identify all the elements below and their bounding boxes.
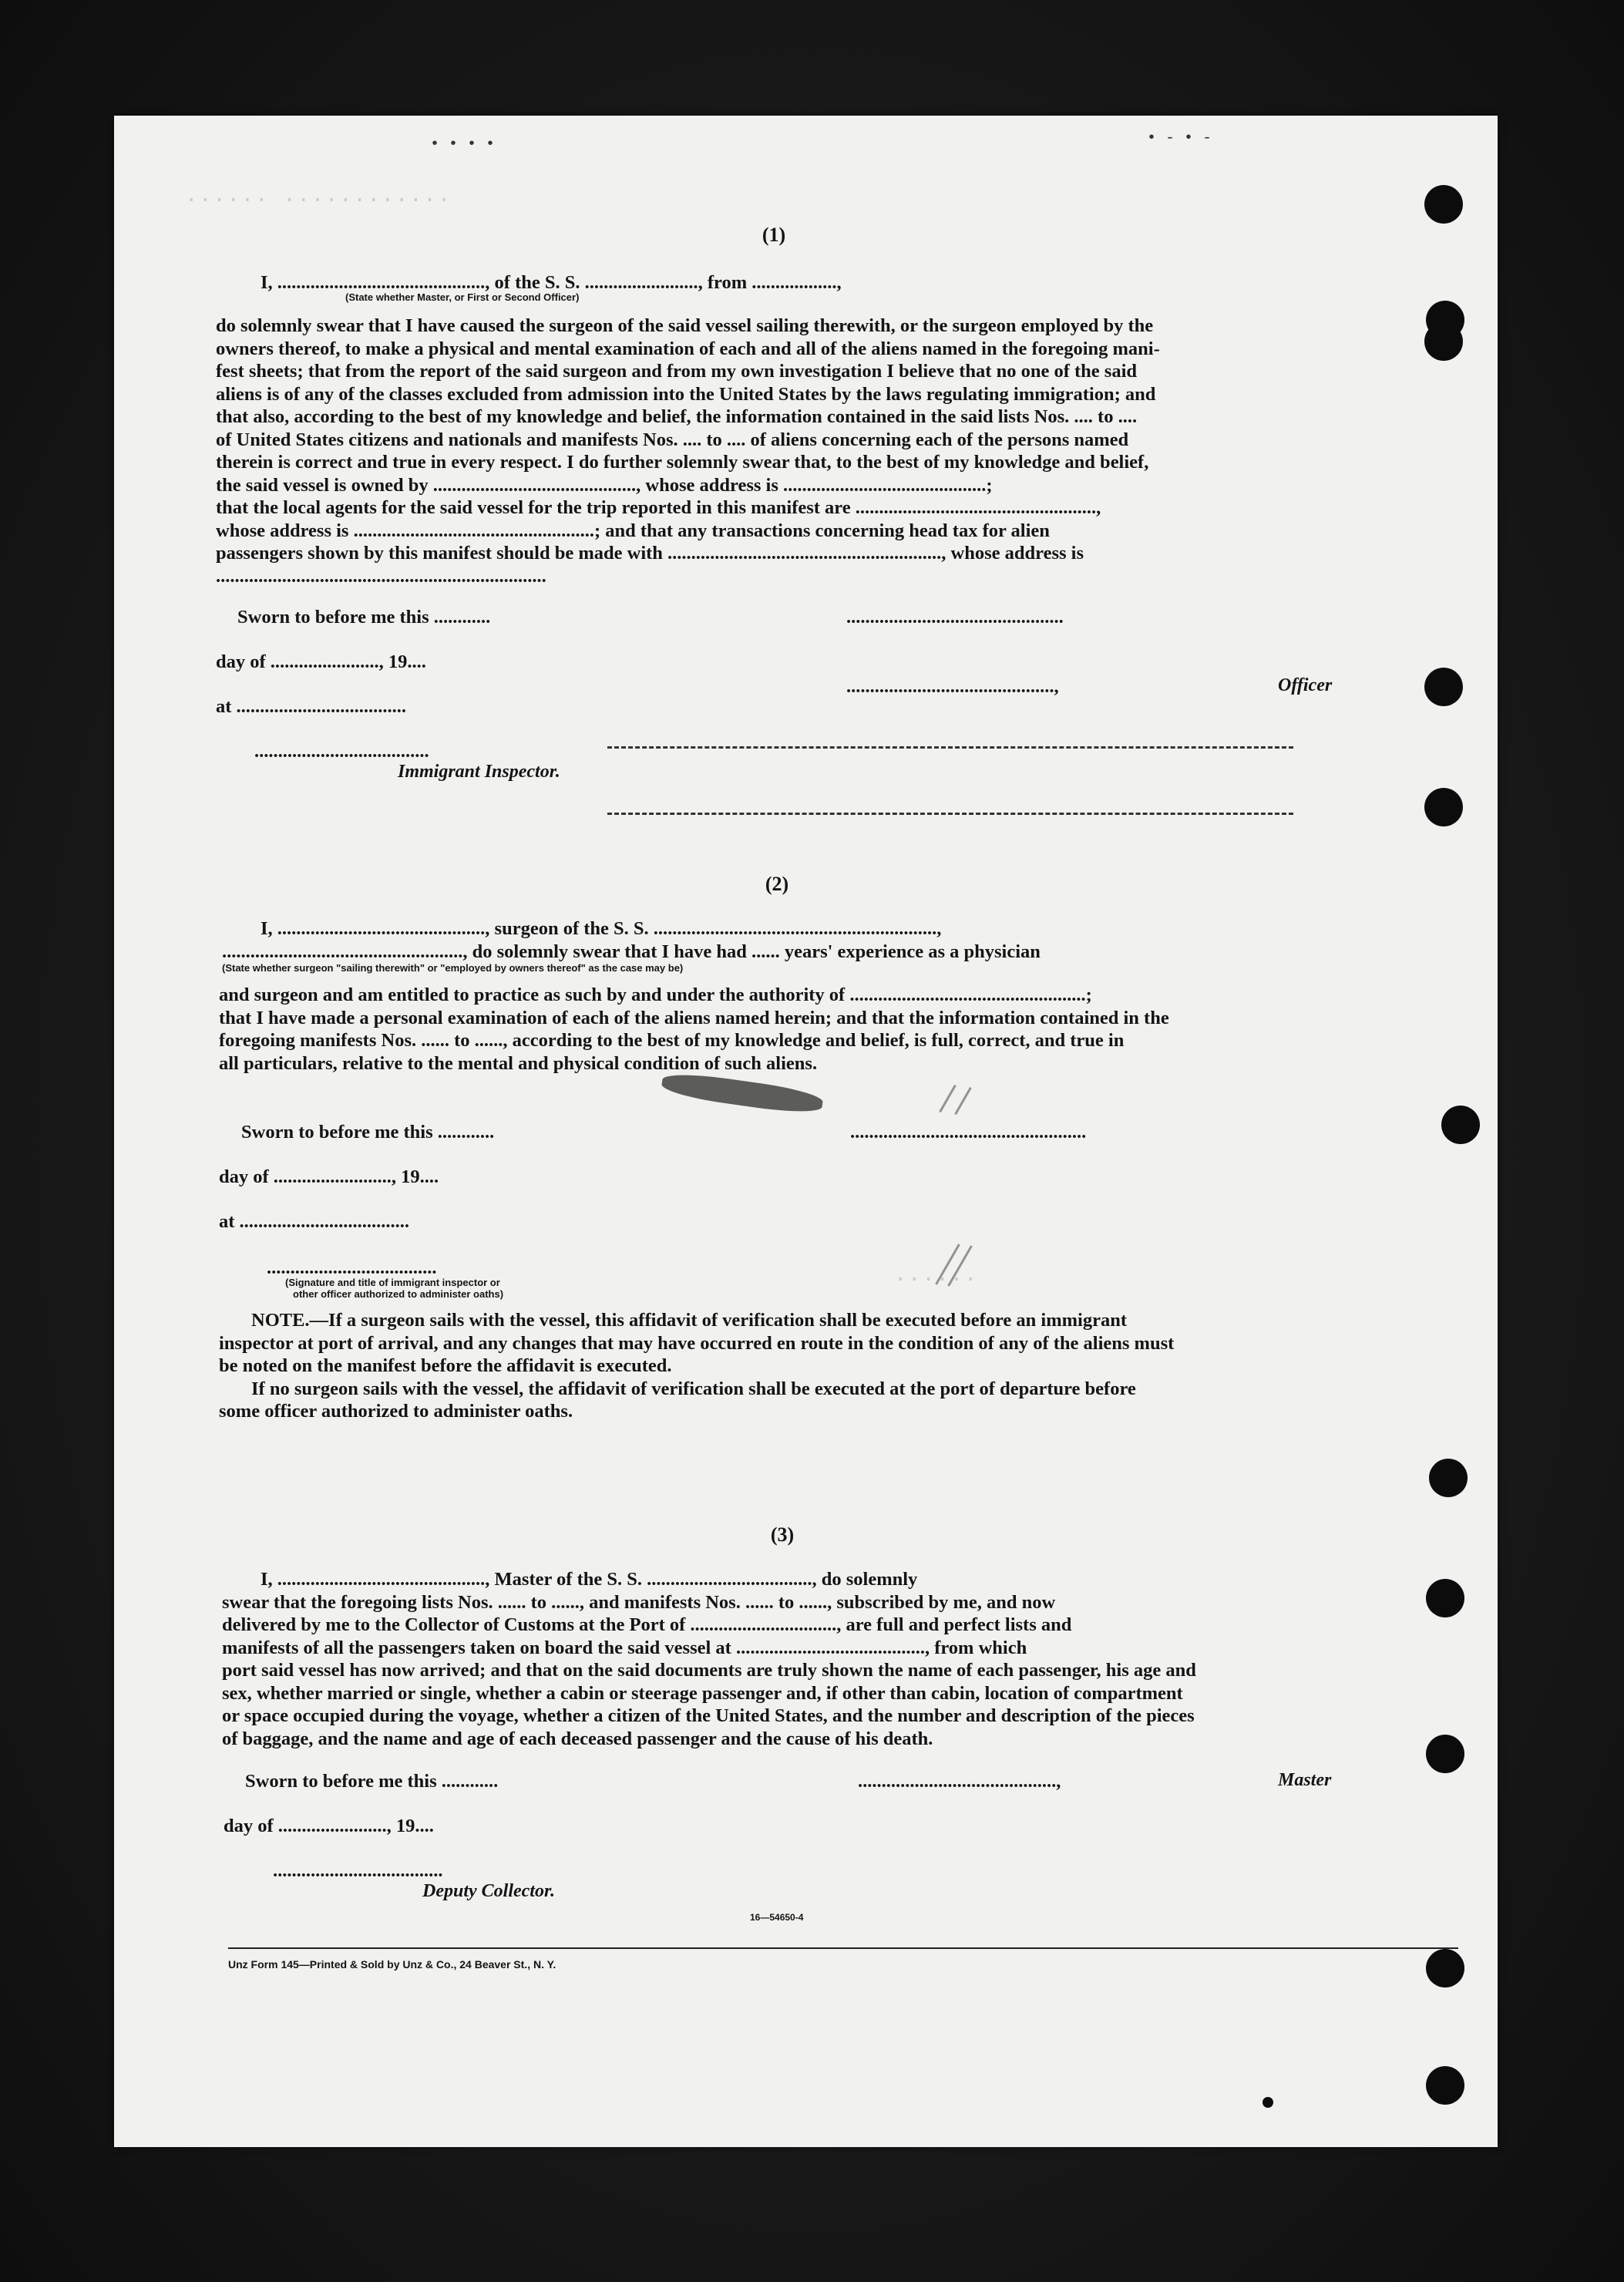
section-2-line-2: ..................................................., do solemnly swear that I have had ...... years' experience as a physician [222,941,1041,962]
punch-hole [1426,2066,1464,2105]
section-2-body-line: that I have made a personal examination of each of the aliens named herein; and that the information contained in the [219,1007,1169,1028]
scan-mark: • • • • [430,136,496,153]
note-line: NOTE.—If a surgeon sails with the vessel, this affidavit of verification shall be executed before an immigrant [251,1310,1128,1331]
section-2-body-line: foregoing manifests Nos. ...... to ......, according to the best of my knowledge and belief, is full, correct, and true in [219,1030,1125,1051]
section-2-number: (2) [765,873,789,895]
section-2-signature-note-1: (Signature and title of immigrant inspector or [285,1277,500,1288]
separator-dashes [607,746,1293,749]
section-3-body-line: sex, whether married or single, whether a cabin or steerage passenger and, if other than cabin, location of compartment [222,1682,1183,1704]
punch-hole [1426,1579,1464,1617]
section-2-signature-line: .................................................. [850,1122,1087,1143]
section-1-body-line: that the local agents for the said vessel for the trip reported in this manifest are ..................................................., [216,497,1101,518]
section-3-master-label: Master [1278,1770,1332,1790]
section-2-note [219,1309,1452,1423]
punch-hole [1429,1459,1468,1497]
section-2-sworn: Sworn to before me this ............ [241,1122,495,1143]
note-line: If no surgeon sails with the vessel, the affidavit of verification shall be executed at the port of departure before [251,1378,1136,1399]
section-3-master-signature-line: .........................................., [858,1771,1066,1792]
section-1-number: (1) [762,224,786,246]
section-2-at: at .................................... [219,1211,410,1232]
note-line: inspector at port of arrival, and any changes that may have occurred en route in the condition of any of the aliens must [219,1332,1175,1354]
section-2-state-note: (State whether surgeon "sailing therewith" or "employed by owners thereof" as the case may be) [222,962,684,974]
section-3-deputy-label: Deputy Collector. [422,1881,555,1901]
section-2-body [219,984,1452,1075]
form-number: 16—54650-4 [750,1912,804,1923]
bleed-through-text: ............ ...... [183,185,479,208]
section-2-signature-note-2: other officer authorized to administer oaths) [293,1288,504,1300]
section-1-body-line: owners thereof, to make a physical and mental examination of each and all of the aliens named in the foregoing mani- [216,338,1160,359]
ink-stroke [954,1087,972,1115]
section-1-body-line: the said vessel is owned by ..........................................., whose address is ...........................................; [216,474,993,496]
punch-hole [1424,788,1463,826]
section-1-body-line: therein is correct and true in every respect. I do further solemnly swear that, to the best of my knowledge and belief, [216,452,1149,473]
section-1-body-line: fest sheets; that from the report of the said surgeon and from my own investigation I believe that no one of the said [216,361,1137,382]
section-1-day: day of ......................., 19.... [216,651,426,672]
section-1-body-line: do solemnly swear that I have caused the surgeon of the said vessel sailing therewith, or the surgeon employed by the [216,315,1154,336]
section-1-body-line: passengers shown by this manifest should be made with .........................................................., whose address is [216,543,1084,564]
section-3-body-line: I, ............................................, Master of the S. S. ..................................., do solemnly [261,1569,918,1590]
section-2-body-line: and surgeon and am entitled to practice as such by and under the authority of ..................................................; [219,984,1092,1005]
separator-dashes [607,813,1293,815]
section-1-inspector-signature-line: ..................................... [254,741,429,762]
section-1-body [216,315,1449,587]
section-3-body-line: swear that the foregoing lists Nos. ...... to ......, and manifests Nos. ...... to ......, subscribed by me, and now [222,1591,1056,1613]
section-2-day: day of ........................., 19.... [219,1166,439,1187]
section-1-state-note: (State whether Master, or First or Second Officer) [345,291,580,303]
section-3-body-line: of baggage, and the name and age of each deceased passenger and the cause of his death. [222,1728,933,1749]
ink-smudge [661,1070,824,1117]
section-1-sworn: Sworn to before me this ............ [237,607,491,628]
scan-mark: • - • - [1147,130,1212,147]
section-1-at: at .................................... [216,696,407,717]
punch-hole [1441,1106,1480,1144]
section-3-body-line: port said vessel has now arrived; and that on the said documents are truly shown the name of each passenger, his age and [222,1660,1196,1681]
section-1-officer-label: Officer [1278,675,1333,695]
section-1-body-line: that also, according to the best of my knowledge and belief, the information contained in the said lists Nos. .... to .... [216,406,1138,427]
section-1-officer-signature-line: .............................................. [846,607,1064,628]
section-3-body-line: delivered by me to the Collector of Customs at the Port of ..............................., are full and perfect lists and [222,1614,1072,1635]
punch-hole [1426,1949,1464,1987]
section-1-body-line: ...................................................................... [216,565,546,587]
footer-rule [228,1947,1458,1949]
section-1-officer-line: ............................................, [846,676,1064,697]
note-line: some officer authorized to administer oaths. [219,1401,573,1422]
section-2-body-line: all particulars, relative to the mental and physical condition of such aliens. [219,1052,818,1074]
punch-hole [1424,322,1463,361]
section-1-inspector-label: Immigrant Inspector. [398,762,560,782]
scan-dot [1263,2097,1273,2108]
section-3-sworn: Sworn to before me this ............ [245,1771,499,1792]
ink-stroke [939,1085,957,1112]
section-3-body-line: or space occupied during the voyage, whether a citizen of the United States, and the number and description of the pieces [222,1705,1195,1726]
bleed-through-text: ...... [893,1264,1075,1287]
section-1-body-line: aliens is of any of the classes excluded from admission into the United States by the laws regulating immigration; and [216,383,1156,405]
manifest-page [114,116,1498,2147]
section-3-body [222,1568,1457,1750]
section-2-inspector-signature-line: .................................... [267,1257,437,1278]
section-3-day: day of ......................., 19.... [224,1816,434,1836]
section-3-body-line: manifests of all the passengers taken on board the said vessel at ........................................, from which [222,1637,1027,1658]
punch-hole [1424,668,1463,706]
note-line: be noted on the manifest before the affidavit is executed. [219,1355,672,1376]
punch-hole [1424,185,1463,224]
printer-footer: Unz Form 145—Printed & Sold by Unz & Co., 24 Beaver St., N. Y. [228,1958,556,1971]
section-2-line-1: I, ............................................, surgeon of the S. S. ............................................................, [261,918,942,939]
section-3-deputy-signature-line: .................................... [273,1860,443,1881]
section-1-opening-line: I, ............................................, of the S. S. ........................, from .................., [261,272,842,293]
section-3-number: (3) [770,1523,795,1546]
section-1-body-line: of United States citizens and nationals and manifests Nos. .... to .... of aliens concerning each of the persons named [216,429,1129,450]
punch-hole [1426,1735,1464,1773]
section-1-body-line: whose address is ...................................................; and that any transactions concerning head tax for alien [216,520,1050,541]
